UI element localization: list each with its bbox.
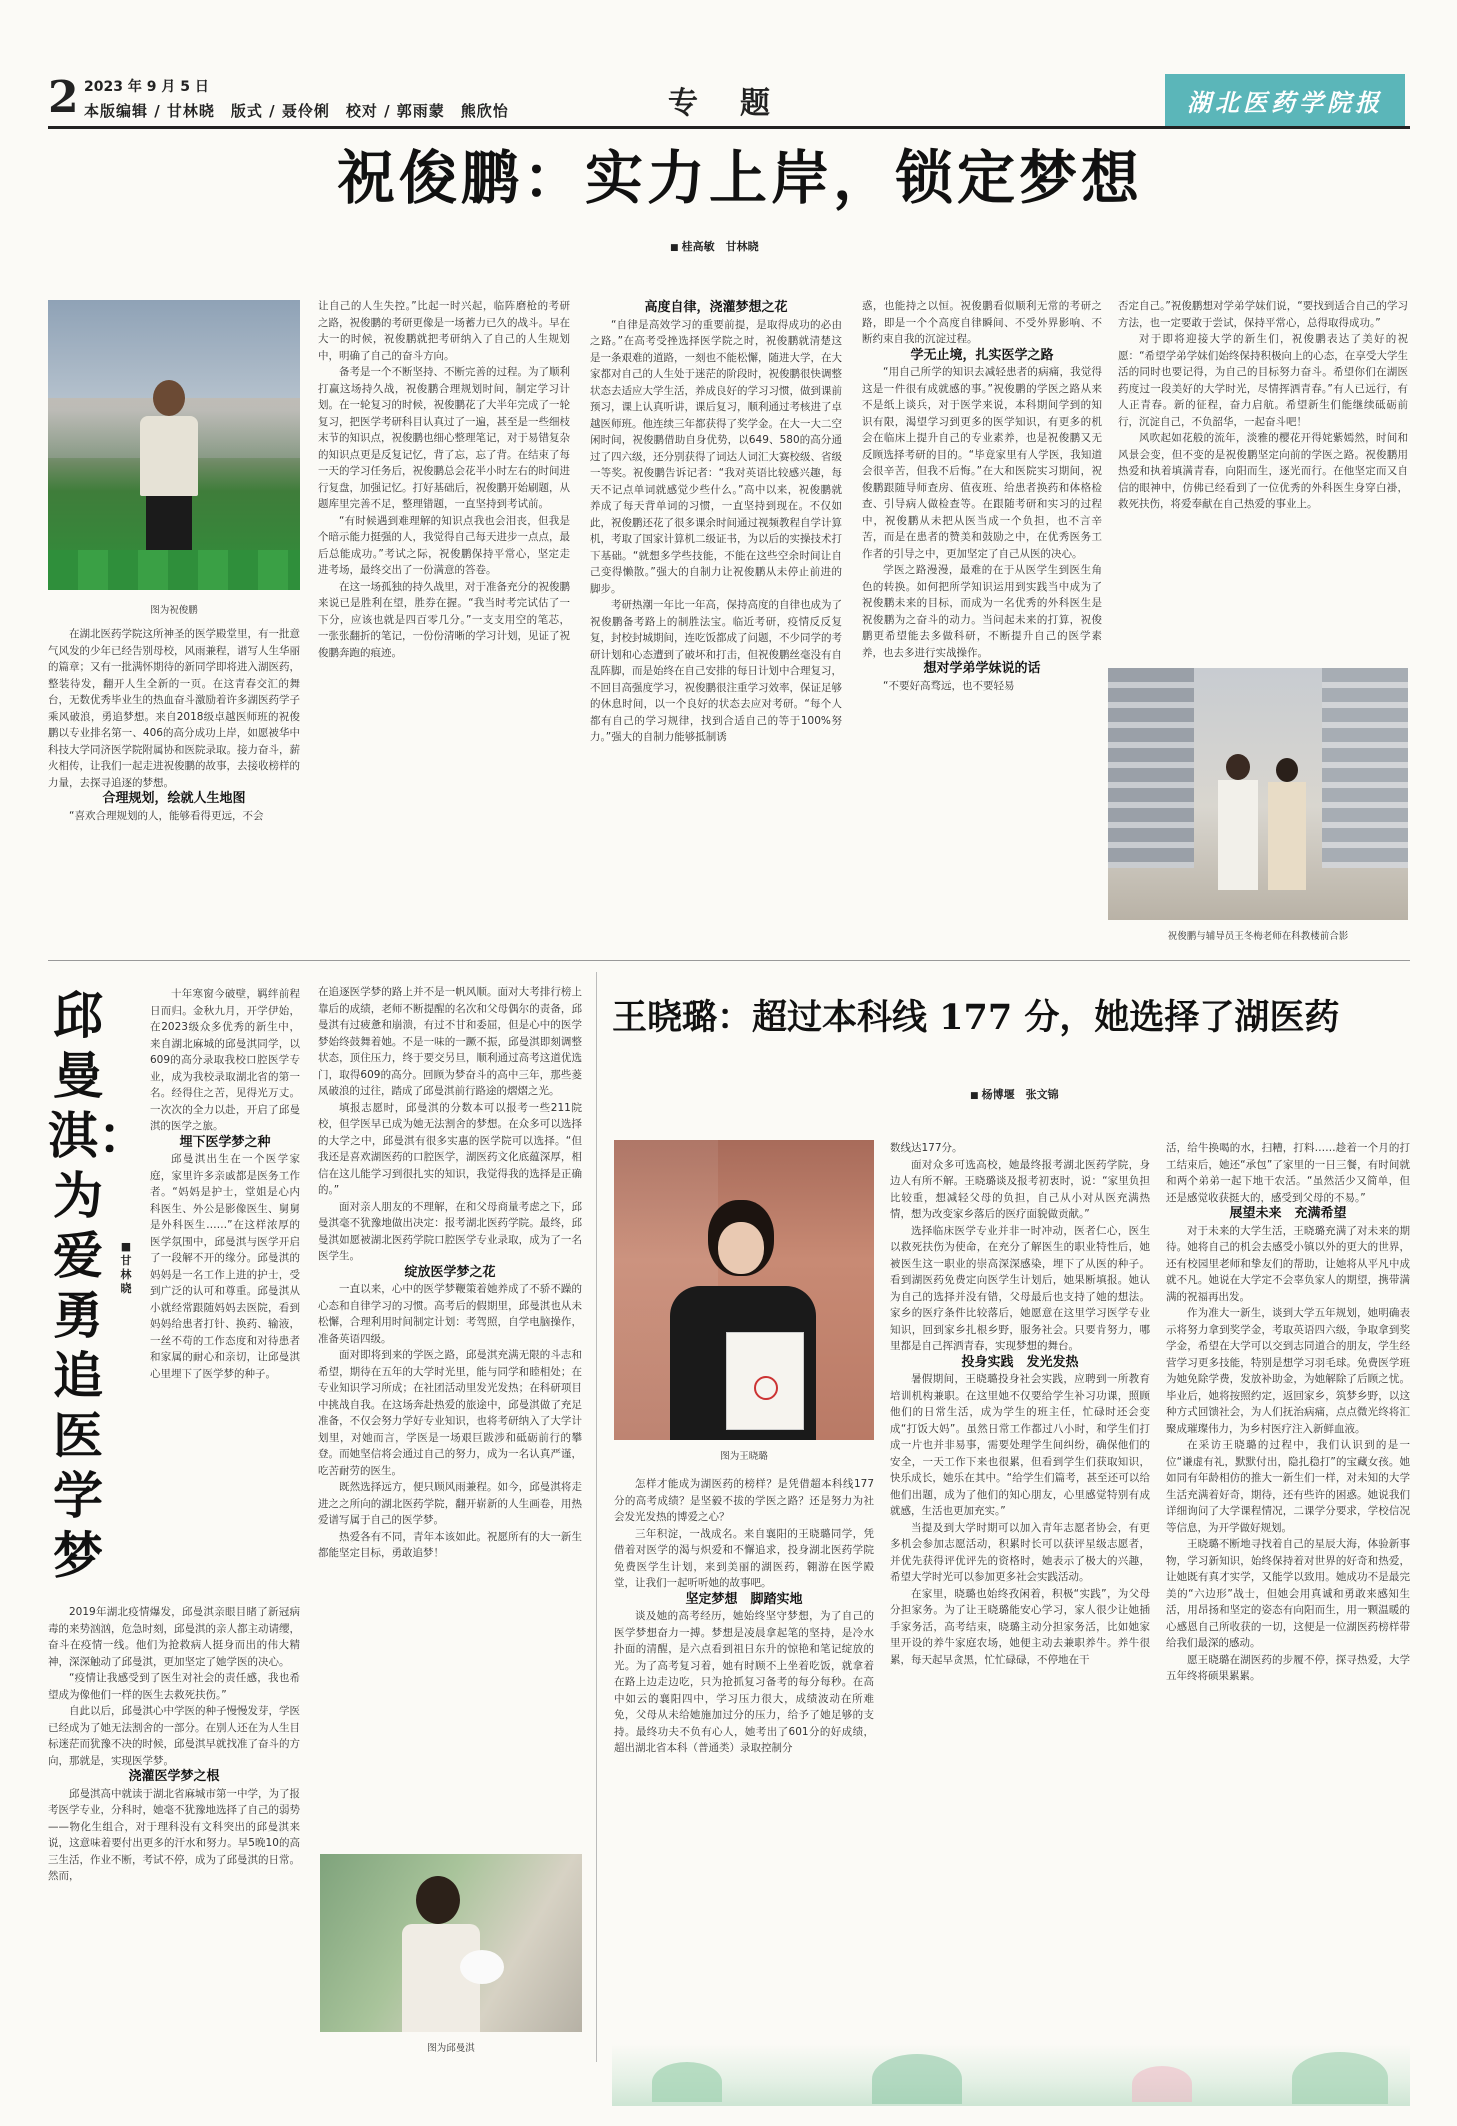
paragraph: 谈及她的高考经历，她始终坚守梦想，为了自己的医学梦想奋力一搏。梦想是凌晨拿起笔的坚持，是冷水扑面的清醒，是六点看到祖日东升的惊艳和笔记绽放的光。为了高考复习着，她有时顾不上坐着吃饭，就拿着在路上边走边吃，只为抢抓复习备考的每分每秒。在高中如云的襄阳四中，学习压力很大，成绩波动在所难免，父母从未给她施加过分的压力，给予了她足够的支持。最终功夫不负有心人，她考出了601分的好成绩，超出湖北省本科（普通类）录取控制分 (614, 1610, 874, 1754)
paragraph: 否定自己。”祝俊鹏想对学弟学妹们说，“要找到适合自己的学习方法，也一定要敢于尝试，保持平常心，总得取得成功。” (1118, 300, 1408, 329)
subheading: 合理规划，绘就人生地图 (102, 791, 246, 806)
photo1-caption: 图为祝俊鹏 (150, 605, 198, 616)
paragraph: 十年寒窗今破壁，羁绊前程日而归。金秋九月，开学伊始，在2023级众多优秀的新生中，来自湖北麻城的邱曼淇同学，以609的高分录取我校口腔医学专业，成为我校录取湖北省的第一名。经得住之苦，见得光万丈。一次次的全力以赴，开启了邱曼淇的医学之旅。 (150, 988, 300, 1132)
paragraph: 学医之路漫漫，最难的在于从医学生到医生角色的转换。如何把所学知识运用到实践当中成为了祝俊鹏未来的目标，而成为一名优秀的外科医生是祝俊鹏为之奋斗的动力。当问起未来的打算，祝俊鹏更希望能去多做科研，不断提升自己的医学素养，也去多进行实战操作。 (862, 564, 1102, 659)
paragraph: 对于即将迎接大学的新生们，祝俊鹏表达了美好的祝愿：“希望学弟学妹们始终保持积极向上的心态，在享受大学生活的同时也要记得，为自己的目标努力奋斗。希望你们在湖医药度过一段美好的大学时光，尽情挥洒青春。”有人已远行，有人正青春。新的征程，奋力启航。希望新生们能继续砥砺前行，沉淀自己，不负韶华，一起奋斗吧！ (1118, 333, 1408, 428)
article3-colE (1166, 1140, 1410, 1685)
paragraph: 作为准大一新生，谈到大学五年规划，她明确表示将努力拿到奖学金，考取英语四六级，争取拿到奖学金，希望在大学可以交到志同道合的朋友，学生经营学习更多技能，特别是想学习羽毛球。免费医学班为她免除学费，发放补助金，为她解除了后顾之忧。毕业后，她将按照约定，返回家乡，筑梦乡野，以这种方式回馈社会，为人们抚治病痛，点点微光终将汇聚成璀璨伟力，为乡村医疗注入新鲜血液。 (1166, 1307, 1410, 1435)
subheading: 想对学弟学妹说的话 (923, 661, 1041, 676)
subheading: 浇灌医学梦之根 (128, 1769, 220, 1784)
subheading: 学无止境，扎实医学之路 (910, 347, 1054, 363)
column-divider (596, 972, 597, 2062)
paragraph: 既然选择远方，便只顾风雨兼程。如今，邱曼淇将走进之之所向的湖北医药学院，翻开崭新的人生画卷，用热爱谱写属于自己的医学梦。 (318, 1481, 582, 1526)
paragraph: “自律是高效学习的重要前提，是取得成功的必由之路。”在高考受挫选择医学院之时，祝俊鹏就清楚这是一条艰难的道路，一刻也不能松懈，随进大学，在大家都对自己的人生处于迷茫的阶段时，祝俊鹏很快调整状态去适应大学生活，养成良好的学习习惯，做到课前预习，课上认真听讲，课后复习，顺利通过考核进了卓越医师班。他连续三年都获得了奖学金。在大一大二空闲时间，祝俊鹏借助自身优势，以649、580的高分通过了四六级，还分别获得了词达人词汇大赛校级、省级一等奖。祝俊鹏告诉记者：“我对英语比较感兴趣，每天不记点单词就感觉少些什么。”高中以来，祝俊鹏就养成了每天背单词的习惯，一直坚持到现在。不仅如此，祝俊鹏还花了很多课余时间通过视频教程自学计算机，考取了国家计算机二级证书，为以后的实操技术打下基础。“就想多学些技能，不能在这些空余时间让自己变得懒散。”强大的自制力让祝俊鹏从未停止前进的脚步。 (590, 318, 842, 595)
paragraph: 热爱各有不同，青年本该如此。祝愿所有的大一新生都能坚定目标，勇敢追梦！ (318, 1530, 582, 1559)
paragraph: 惑，也能持之以恒。祝俊鹏看似顺利无常的考研之路，即是一个个高度自律瞬间、不受外界影响、不断约束自我的沉淀过程。 (862, 300, 1102, 345)
paragraph: 面对即将到来的学医之路，邱曼淇充满无限的斗志和希望，期待在五年的大学时光里，能与同学和睦相处；在专业知识学习所成；在社团活动里发光发热；在科研项目中挑战自我。在这场奔赴热爱的旅途中，邱曼淇做了充足准备，不仅会努力学好专业知识，也将考研纳入了大学计划里，对她而言，学医是一场艰巨跋涉和砥砺前行的攀登。而她坚信将会通过自己的努力，成为一名认真严谨，吃苦耐劳的医生。 (318, 1349, 582, 1477)
article2-colB (318, 984, 582, 1562)
header-rule (48, 126, 1410, 129)
issue-date: 2023 年 9 月 5 日 (84, 79, 209, 95)
paragraph: 在这一场孤独的持久战里，对于准备充分的祝俊鹏来说已是胜利在望，胜券在握。“我当时考完试估了一下分，应该也就是四百零几分。”一支支用空的笔芯，一张张翻折的笔记，一份份清晰的学习计划，见证了祝俊鹏奔跑的痕迹。 (318, 580, 570, 659)
photo4-caption: 图为王晓璐 (720, 1451, 768, 1462)
paragraph: 在采访王晓璐的过程中，我们认识到的是一位“谦虚有礼，默默付出，隐扎稳打”的宝藏女孩。她如同有年龄相仿的推大一新生们一样，对未知的大学生活充满着好奇，期待，还有些许的困惑。她说我们详细询问了大学课程情况，二课学分要求，学校信况等信息，为开学做好规划。 (1166, 1439, 1410, 1534)
section-divider (48, 960, 1410, 961)
photo2-caption: 祝俊鹏与辅导员王冬梅老师在科教楼前合影 (1167, 931, 1349, 942)
paragraph: 考研热潮一年比一年高，保持高度的自律也成为了祝俊鹏备考路上的制胜法宝。临近考研，疫情反反复复，封校封城期间，连吃饭都成了问题，不少同学的考研计划和心态遭到了破坏和打击，但祝俊鹏丝毫没有自乱阵脚，而是始终在自己安排的每日计划中合理复习，不回目高强度学习，祝俊鹏很注重学习效率，保证足够的休息时间，以一个良好的状态去应对考研。“每个人都有自己的学习规律，找到合适自己的等于100%努力。”强大的自制力能够抵制诱 (590, 599, 842, 743)
paragraph: 备考是一个不断坚持、不断完善的过程。为了顺利打赢这场持久战，祝俊鹏合理规划时间，制定学习计划。在一轮复习的时候，祝俊鹏花了大半年完成了一轮复习，把医学考研科目认真过了一遍，甚至是一些细枝末节的知识点，祝俊鹏也细心整理笔记，对于易错复杂的知识点更是反复记忆，背了忘，忘了背。在结束了每一天的学习任务后，祝俊鹏总会花半小时左右的时间进行复盘，加强记忆。打好基础后，祝俊鹏开始刷题，从题库里完善不足，整理错题，一直坚持到考试前。 (318, 366, 570, 510)
article1-title: 祝俊鹏：实力上岸，锁定梦想 (336, 144, 1143, 212)
paragraph: 让自己的人生失控。”比起一时兴起，临阵磨枪的考研之路，祝俊鹏的考研更像是一场蓄力已久的战斗。早在大一的时候，祝俊鹏就把考研纳入了自己的人生规划中，明确了自己的奋斗方向。 (318, 300, 570, 362)
paragraph: 在湖北医药学院这所神圣的医学殿堂里，有一批意气风发的少年已经告别母校，风雨兼程，谱写人生华丽的篇章；又有一批满怀期待的新同学即将进入湖医药，整装待发，翻开人生全新的一页。在这青春交汇的舞台，无数优秀毕业生的热血奋斗激励着许多湖医药学子乘风破浪，勇追梦想。来自2018级卓越医师班的祝俊鹏以专业排名第一、406的高分成功上岸，如愿被华中科技大学同济医学院附属协和医院录取。接力奋斗，薪火相传，让我们一起走进祝俊鹏的故事，去接收榜样的力量，去探寻追逐的梦想。 (48, 628, 300, 789)
paragraph: 自此以后，邱曼淇心中学医的种子慢慢发芽，学医已经成为了她无法割舍的一部分。在别人还在为人生目标迷茫而犹豫不决的时候，邱曼淇早就找准了奋斗的方向，那就是，实现医学梦。 (48, 1705, 300, 1767)
article2-colA-lower (48, 1604, 300, 1885)
paragraph: 面对众多可选高校，她最终报考湖北医药学院，身边人有所不解。王晓璐谈及报考初衷时，说：“家里负担比较重，想减轻父母的负担，自己从小对从医充满热情，想为改变家乡落后的医疗面貌做贡献。” (890, 1158, 1150, 1220)
paragraph: 邱曼淇高中就读于湖北省麻城市第一中学，为了报考医学专业，分科时，她毫不犹豫地选择了自己的弱势——物化生组合，对于理科没有文科突出的邱曼淇来说，这意味着要付出更多的汗水和努力。早5晚10的高三生活，作业不断，考试不停，成为了邱曼淇的日常。然而， (48, 1787, 300, 1882)
article2-colA (150, 986, 300, 1382)
paragraph: “疫情让我感受到了医生对社会的责任感，我也希望成为像他们一样的医生去救死扶伤。” (48, 1672, 300, 1701)
page-number: 2 (48, 72, 79, 123)
paragraph: “喜欢合理规划的人，能够看得更远，不会 (69, 809, 264, 822)
article3-title: 王晓璐：超过本科线 177 分，她选择了湖医药 (612, 997, 1340, 1038)
paragraph: 王晓璐不断地寻找着自己的星辰大海，体验新事物，学习新知识，始终保持着对世界的好奇和热爱，让她既有真才实学，又能学以致用。她成功不是最完美的“六边形”战士，但她会用真诚和勇敢来感知生活，用昂扬和坚定的姿态有向阳而生，用一颗温暖的心感恩自己所收获的一切，这便是一位湖医药榜样带给我们最深的感动。 (1166, 1538, 1410, 1649)
paragraph: 选择临床医学专业并非一时冲动，医者仁心，医生以救死扶伤为使命，在充分了解医生的职业特性后，她被医生这一职业的崇高深深感染，埋下了从医的种子。看到湖医药免费定向医学生计划后，她果断填报。她认为自己的选择并没有错，父母最后也支持了她的想法。家乡的医疗条件比较落后，她愿意在这里学习医学专业知识，回到家乡扎根乡野，服务社会。只要肯努力，哪里都是自己挥洒青春，实现梦想的舞台。 (890, 1224, 1150, 1352)
photo-zhu-junpeng (48, 300, 300, 590)
article2-title: 邱曼淇：为爱勇追医学梦 (48, 987, 148, 1585)
article1-col4 (862, 298, 1102, 694)
paragraph: 对于未来的大学生活，王晓璐充满了对未来的期待。她将自己的机会去感受小镇以外的更大的世界，还有校园里老师和挚友们的帮助，让她将从平凡中成就不凡。她说在大学定不会辜负家人的期望，携带满满的祝福再出发。 (1166, 1224, 1410, 1303)
article3-author: ■ 杨博堰 张文锦 (970, 1086, 1059, 1102)
subheading: 埋下医学梦之种 (179, 1134, 271, 1150)
paragraph: “有时候遇到难理解的知识点我也会泪丧，但我是个暗示能力挺强的人，我觉得自己每天进步一点点，最后总能成功。”考试之际，祝俊鹏保持平常心，坚定走进考场，最终交出了一份满意的答卷。 (318, 514, 570, 576)
paragraph: 活，给牛换喝的水，扫糟，打料……趁着一个月的打工结束后，她还“承包”了家里的一日三餐，有时间就和两个弟弟一起下地干农活。“虽然活少又简单，但还是感觉收获挺大的，感受到父母的不易。” (1166, 1142, 1410, 1204)
paragraph: “用自己所学的知识去减轻患者的病痛，我觉得这是一件很有成就感的事。”祝俊鹏的学医之路从来不是纸上谈兵，对于医学来说，本科期间学到的知识有限，渴望学习到更多的医学知识，有更多的机会在临床上提升自己的专业素养，也是祝俊鹏又无反顾选择考研的目的。“毕竟家里有人学医，我知道会很辛苦，但我不后悔。”在大和医院实习期间，祝俊鹏跟随导师查房、值夜班、给患者换药和体格检查、引导病人做检查等。在跟随考研和实习的过程中，祝俊鹏从未把从医当成一个负担，也不言辛苦，而是在患者的赞美和鼓励之中，在优秀医务工作者的引导之中，更加坚定了自己从医的决心。 (862, 366, 1102, 560)
paragraph: 三年积淀，一战成名。来自襄阳的王晓璐同学，凭借着对医学的渴与炽爱和不懈追求，投身湖北医药学院免费医学生计划，来到美丽的湖医药，翱游在医学殿堂，让我们一起听听她的故事吧。 (614, 1527, 874, 1589)
masthead-logo (1165, 74, 1405, 126)
author-name: 甘林晓 (120, 1254, 132, 1295)
photo-qiu-manqi (320, 1854, 582, 2032)
photo3-caption: 图为邱曼淇 (427, 2043, 475, 2054)
paragraph: 2019年湖北疫情爆发，邱曼淇亲眼目睹了新冠病毒的来势汹汹，危急时刻，邱曼淇的亲人都主动请缨，奋斗在疫情一线。他们为抢救病人挺身而出的伟大精神，深深触动了邱曼淇，更加坚定了她学医的决心。 (48, 1606, 300, 1668)
paragraph: “不要好高骛远，也不要轻易 (883, 679, 1015, 692)
masthead-text: 湖北医药学院报 (1187, 87, 1383, 117)
paragraph: 暑假期间，王晓璐投身社会实践，应聘到一所教育培训机构兼职。在这里她不仅要给学生补习功课，照顾他们的日常生活，成为学生的班主任，忙碌时还会变成“打饭大妈”。虽然日常工作都过八小时，和学生们打成一片也并非易事，需要处理学生间纠纷，确保他们的安全，一天工作下来也很累，但看到学生们获取知识，快乐成长，她乐在其中。“给学生们篇考，甚至还可以给他们出题，成为了他们的知心朋友，心里感觉特别有成就感，生活也更加充实。” (890, 1373, 1150, 1517)
article1-author: ■ 桂高敏 甘林晓 (670, 238, 759, 254)
paragraph: 愿王晓璐在湖医药的步履不停，探寻热爱，大学五年终将硕果累累。 (1166, 1653, 1410, 1682)
paragraph: 在追逐医学梦的路上并不是一帆风顺。面对大考排行榜上靠后的成绩，老师不断提醒的名次和父母偶尔的责备，邱曼淇有过疲惫和崩溃，有过不甘和委屈，但是心中的医学梦始终鼓舞着她。不是一味的一蹶不振，邱曼淇即刻调整状态，顶住压力，终于要交另旦，顺利通过高考这道优选门，取得609的高分。回顾为梦奋斗的高中三年，那些菱凤破浪的过往，踏成了邱曼淇前行路途的熠熠之光。 (318, 986, 582, 1097)
paragraph: 当提及到大学时期可以加入青年志愿者协会，有更多机会参加志愿活动，积累时长可以获评星级志愿者，并优先获得评优评先的资格时，她表示了极大的兴趣，希望大学时光可以参加更多社会实践活动。 (890, 1521, 1150, 1583)
article1-col2 (318, 298, 570, 661)
editor-credits: 本版编辑 / 甘林晓 版式 / 聂伶俐 校对 / 郭雨蒙 熊欣怡 (84, 102, 509, 120)
paragraph: 怎样才能成为湖医药的榜样？是凭借超本科线177分的高考成绩？是坚毅不拔的学医之路？还是努力为社会发光发热的博爱之心？ (614, 1478, 874, 1523)
photo-wang-xiaolu (614, 1140, 874, 1440)
article2-author: ■ 甘林晓 (120, 1240, 132, 1295)
subheading: 绽放医学梦之花 (404, 1264, 496, 1280)
subheading: 投身实践 发光发热 (961, 1354, 1079, 1370)
article1-col5 (1118, 298, 1408, 513)
article1-col3 (590, 300, 842, 746)
article3-colC (614, 1476, 874, 1757)
paragraph: 面对亲人朋友的不理解，在和父母商量考虑之下，邱曼淇毫不犹豫地做出决定：报考湖北医药学院。最终，邱曼淇如愿被湖北医药学院口腔医学专业录取，成为了一名医学生。 (318, 1200, 582, 1262)
subheading: 展望未来 充满希望 (1229, 1206, 1347, 1221)
article3-colD (890, 1140, 1150, 1668)
paragraph: 邱曼淇出生在一个医学家庭，家里许多亲戚都是医务工作者。“妈妈是护士，堂姐是心内科医生、外公是影像医生、舅舅是外科医生……”在这样浓厚的医学氛围中，邱曼淇与医学开启了一段解不开的缘分。邱曼淇的妈妈是一名工作上进的护士，受到广泛的认可和尊重。邱曼淇从小就经常跟随妈妈去医院，看到妈妈给患者打针、换药、输液，一丝不苟的工作态度和对待患者和家属的耐心和亲切，让邱曼淇心里埋下了医学梦的种子。 (150, 1153, 300, 1380)
photo-zhu-with-counselor (1108, 668, 1408, 920)
paragraph: 数线达177分。 (890, 1142, 963, 1154)
article1-col1 (48, 626, 300, 824)
subheading: 高度自律，浇灌梦想之花 (644, 300, 788, 315)
section-title: 专 题 (668, 86, 776, 121)
decorative-footer-flowers (612, 2044, 1410, 2106)
paragraph: 风吹起如花般的流年，淡雅的樱花开得姹紫嫣然，时间和风景会变，但不变的是祝俊鹏坚定向前的学医之路。祝俊鹏用热爱和执着填满青春，向阳而生，逐光而行。在他坚定而又自信的眼神中，仿佛已经看到了一位优秀的外科医生身穿白褂，救死扶伤，将爱奉献在自己热爱的事业上。 (1118, 432, 1408, 510)
paragraph: 填报志愿时，邱曼淇的分数本可以报考一些211院校，但学医早已成为她无法割舍的梦想。在众多可以选择的大学之中，邱曼淇有很多实惠的医学院可以选择。“但我还是喜欢湖医药的口腔医学，湖医药文化底蕴深厚，相信在这儿能学习到很扎实的知识，我觉得我的选择是正确的。” (318, 1101, 582, 1196)
subheading: 坚定梦想 脚踏实地 (685, 1591, 803, 1607)
paragraph: 在家里，晓璐也始终孜闲着，积极“实践”，为父母分担家务。为了让王晓璐能安心学习，家人很少让她插手家务活，高考结束，晓璐主动分担家务活，比如她家里开设的养牛家庭农场，她便主动去兼职养牛。养牛很累，每天起早贪黑，忙忙碌碌，不停地在干 (890, 1587, 1150, 1666)
paragraph: 一直以来，心中的医学梦鞭策着她养成了不骄不躁的心态和自律学习的习惯。高考后的假期里，邱曼淇也从未松懈，合理利用时间制定计划：考驾照，自学电脑操作，准备英语四级。 (318, 1283, 582, 1345)
